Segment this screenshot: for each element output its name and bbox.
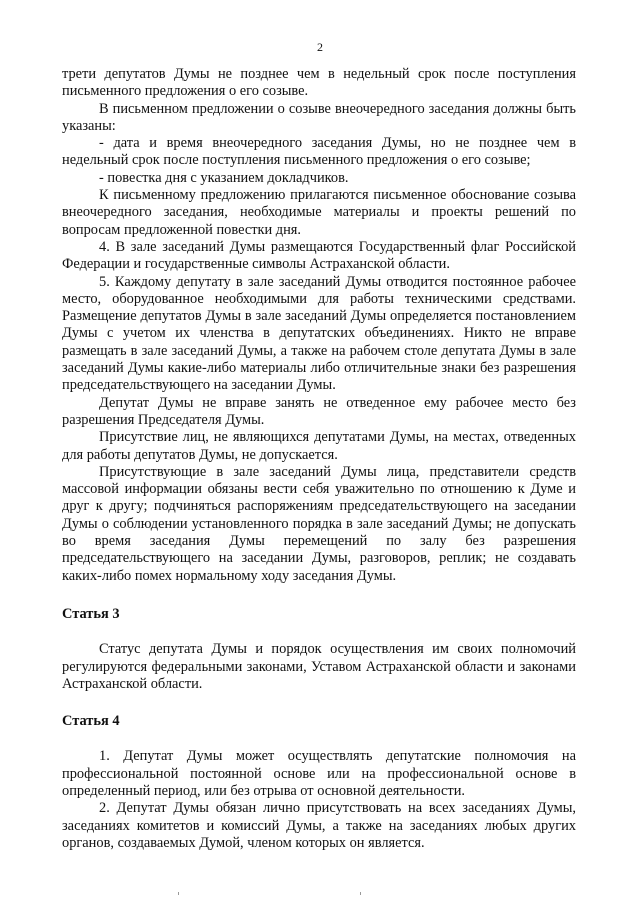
paragraph: Депутат Думы не вправе занять не отведенное ему рабочее место без разрешения Председателя Думы.	[62, 394, 576, 428]
scan-dot	[178, 892, 179, 895]
paragraph: 5. Каждому депутату в зале заседаний Думы отводится постоянное рабочее место, оборудованное необходимыми для работы техническими средствами. Размещение депутатов Думы в зале заседаний Думы определяется постановлением Думы с учетом их членства в депутатских объединениях. Никто не вправе размещать в зале заседаний Думы, а также на рабочем столе депутата Думы в зале заседаний Думы какие-либо материалы либо отличительные знаки без разрешения председательствующего на заседании Думы.	[62, 273, 576, 394]
paragraph: 4. В зале заседаний Думы размещаются Государственный флаг Российской Федерации и государственные символы Астраханской области.	[62, 238, 576, 273]
page-number: 2	[317, 40, 323, 54]
paragraph: трети депутатов Думы не позднее чем в недельный срок после поступления письменного предложения о его созыве.	[62, 66, 576, 100]
article-3-heading: Статья 3	[62, 605, 120, 622]
scan-artifacts	[0, 892, 640, 896]
paragraph: К письменному предложению прилагаются письменное обоснование созыва внеочередного заседания, необходимые материалы и проекты решений по вопросам предложенной повестки дня.	[62, 187, 576, 238]
list-item: - повестка дня с указанием докладчиков.	[99, 169, 349, 186]
scan-dot	[360, 892, 361, 895]
paragraph: Присутствие лиц, не являющихся депутатами Думы, на местах, отведенных для работы депутатов Думы, не допускается.	[62, 429, 576, 463]
paragraph: Присутствующие в зале заседаний Думы лица, представители средств массовой информации обязаны вести себя уважительно по отношению к Думе и друг к другу; подчиняться распоряжениям председательствующего на заседании Думы о соблюдении установленного порядка в зале заседаний Думы; не допускать во время заседания Думы перемещений по залу без разрешения председательствующего на заседании Думы, разговоров, реплик; не создавать каких-либо помех нормальному ходу заседания Думы.	[62, 463, 576, 584]
paragraph: Статус депутата Думы и порядок осуществления им своих полномочий регулируются федеральными законами, Уставом Астраханской области и законами Астраханской области.	[62, 641, 576, 692]
paragraph: 1. Депутат Думы может осуществлять депутатские полномочия на профессиональной постоянной основе или на профессиональной основе в определенный период, или без отрыва от основной деятельности.	[62, 748, 576, 799]
paragraph: 2. Депутат Думы обязан лично присутствовать на всех заседаниях Думы, заседаниях комитетов и комиссий Думы, а также на заседаниях любых других органов, создаваемых Думой, членом которых он является.	[62, 800, 576, 851]
paragraph: В письменном предложении о созыве внеочередного заседания должны быть указаны:	[62, 100, 576, 134]
list-item: - дата и время внеочередного заседания Думы, но не позднее чем в недельный срок после поступления письменного предложения о его созыве;	[62, 135, 576, 169]
article-4-heading: Статья 4	[62, 713, 120, 730]
document-body	[62, 66, 576, 852]
